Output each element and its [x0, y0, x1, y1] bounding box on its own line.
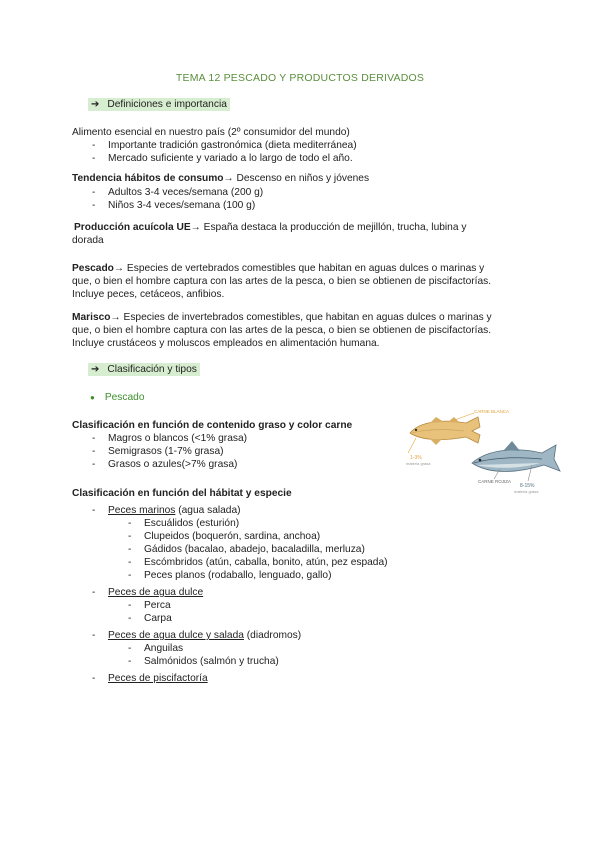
- white-pct: 1-3%: [410, 455, 422, 461]
- list-item: - Carpa: [128, 613, 172, 624]
- list-item: - Perca: [128, 600, 171, 611]
- section-label: Clasificación y tipos: [107, 364, 197, 375]
- marisco-def-line1: Marisco→ Especies de invertebrados comestibles, que habitan en aguas dulces o marinas y: [72, 312, 492, 323]
- marisco-def-line2: que, o bien el hombre captura con las artes de la pesca, o bien se obtienen de piscifactorías.: [72, 325, 492, 336]
- list-item: - Niños 3-4 veces/semana (100 g): [92, 200, 256, 211]
- habitat-piscifactoria: - Peces de piscifactoría: [92, 673, 208, 684]
- arrow-icon: ➔: [91, 364, 100, 375]
- white-fish-tag: CARNE BLANCA: [474, 409, 510, 414]
- habitat-heading: Clasificación en función del hábitat y especie: [72, 488, 292, 499]
- list-item: - Escuálidos (esturión): [128, 518, 240, 529]
- marisco-def-line3: Incluye crustáceos y moluscos empleados en alimentación humana.: [72, 338, 380, 349]
- intro-text: Alimento esencial en nuestro país (2º consumidor del mundo): [72, 127, 350, 138]
- list-item: - Peces planos (rodaballo, lenguado, gallo): [128, 570, 332, 581]
- white-fish-icon: [410, 417, 480, 445]
- section-clasificacion: [88, 364, 200, 375]
- section-highlight: [88, 363, 200, 376]
- blue-fish-icon: [472, 441, 560, 472]
- pescado-def-line3: Incluye peces, cetáceos, anfibios.: [72, 289, 225, 300]
- habitat-diadromos: - Peces de agua dulce y salada (diadromos): [92, 630, 302, 641]
- blue-pct: 8-15%: [520, 483, 535, 489]
- section-highlight: [88, 98, 230, 111]
- list-item: - Semigrasos (1-7% grasa): [92, 446, 224, 457]
- pescado-def-line2: que, o bien el hombre captura con las artes de la pesca, o bien se obtienen de piscifactorías.: [72, 276, 492, 287]
- fish-illustration: [404, 405, 564, 495]
- list-item: - Mercado suficiente y variado a lo largo de todo el año.: [92, 153, 353, 164]
- list-item: - Clupeidos (boquerón, sardina, anchoa): [128, 531, 321, 542]
- blue-fish-tag: CARNE ROJIZA: [478, 479, 512, 484]
- list-item: - Anguilas: [128, 643, 184, 654]
- list-item: - Grasos o azules(>7% grasa): [92, 459, 238, 470]
- pescado-def-line1: Pescado→ Especies de vertebrados comestibles que habitan en aguas dulces o marinas y: [72, 263, 485, 274]
- tendencia-line: Tendencia hábitos de consumo→ Descenso en niños y jóvenes: [72, 173, 370, 184]
- produccion-line2: dorada: [72, 235, 104, 246]
- list-item: - Escómbridos (atún, caballa, bonito, atún, pez espada): [128, 557, 388, 568]
- list-item: - Salmónidos (salmón y trucha): [128, 656, 279, 667]
- habitat-marinos: - Peces marinos (agua salada): [92, 505, 241, 516]
- list-item: - Importante tradición gastronómica (dieta mediterránea): [92, 140, 357, 151]
- list-item: - Adultos 3-4 veces/semana (200 g): [92, 187, 264, 198]
- bullet-dot-icon: ●: [90, 393, 95, 402]
- list-item: - Gádidos (bacalao, abadejo, bacaladilla, merluza): [128, 544, 365, 555]
- produccion-line: Producción acuícola UE→ España destaca la producción de mejillón, trucha, lubina y: [74, 222, 467, 233]
- page-title: TEMA 12 PESCADO Y PRODUCTOS DERIVADOS: [175, 72, 425, 84]
- blue-sub: materia grasa: [514, 489, 539, 494]
- white-sub: materia grasa: [406, 461, 431, 466]
- habitat-dulce: - Peces de agua dulce: [92, 587, 204, 598]
- arrow-icon: ➔: [91, 99, 100, 110]
- graso-heading: Clasificación en función de contenido graso y color carne: [72, 420, 353, 431]
- section-label: Definiciones e importancia: [107, 99, 227, 110]
- pescado-bullet: ● Pescado: [90, 392, 145, 403]
- section-definiciones: [88, 99, 230, 110]
- list-item: - Magros o blancos (<1% grasa): [92, 433, 248, 444]
